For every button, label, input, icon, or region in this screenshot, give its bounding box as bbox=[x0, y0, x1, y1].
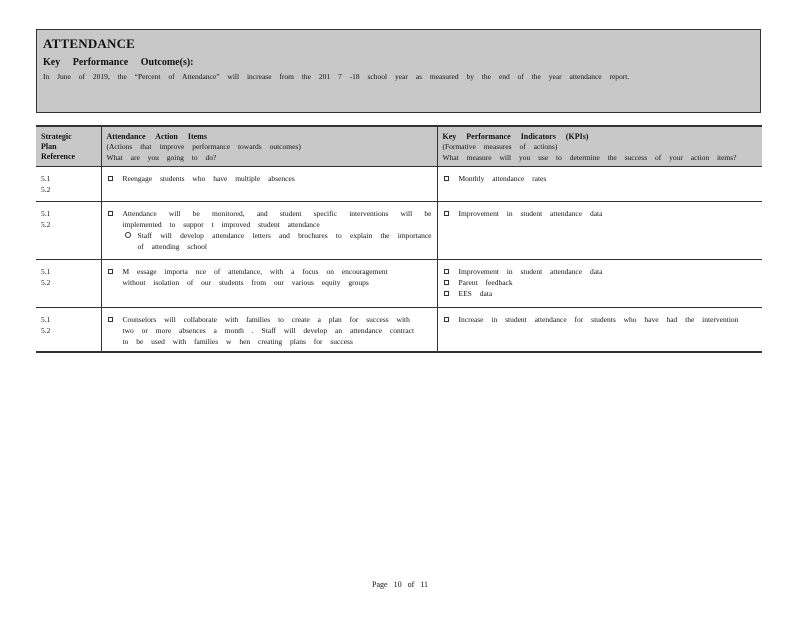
attendance-header-box bbox=[36, 29, 761, 113]
ref-cell bbox=[36, 167, 101, 202]
action-text: Reengage students who have multiple absences bbox=[122, 174, 295, 183]
ref-number: 5.1 bbox=[41, 267, 51, 276]
square-bullet-icon bbox=[444, 269, 449, 274]
ref-cell bbox=[36, 202, 101, 260]
action-cell bbox=[101, 260, 437, 308]
action-cell bbox=[101, 167, 437, 202]
page-number: Page 10 of 11 bbox=[372, 580, 428, 589]
square-bullet-icon bbox=[108, 317, 113, 322]
ref-number: 5.2 bbox=[41, 326, 51, 335]
square-bullet-icon bbox=[108, 176, 113, 181]
square-bullet-icon bbox=[444, 211, 449, 216]
square-bullet-icon bbox=[444, 291, 449, 296]
action-text: Attendance will be monitored, and student specific interventions will be implemented to suppor t improved student attendance bbox=[122, 209, 432, 229]
square-bullet-icon bbox=[444, 176, 449, 181]
sub-action-text: Staff will develop attendance letters and brochures to explain the importance of attending school bbox=[137, 231, 432, 251]
col1-header-text: Strategic Plan Reference bbox=[41, 132, 76, 161]
outcome-label: Key Performance Outcome(s): bbox=[43, 57, 194, 68]
ref-number: 5.2 bbox=[41, 278, 51, 287]
col-kpis bbox=[437, 126, 762, 167]
kpi-cell bbox=[437, 308, 762, 353]
kpi-text: Monthly attendance rates bbox=[458, 174, 547, 183]
ref-cell bbox=[36, 260, 101, 308]
square-bullet-icon bbox=[444, 280, 449, 285]
ref-number: 5.2 bbox=[41, 185, 51, 194]
action-text: Counselors will collaborate with families to create a plan for success with two or more absences a month . Staff will develop an attendance contract to be used with families w hen creating plans for success bbox=[122, 315, 415, 346]
col2-header-title: Attendance Action Items bbox=[106, 132, 207, 141]
kpi-text: Improvement in student attendance data bbox=[458, 209, 603, 218]
col2-header-question: What are you going to do? bbox=[106, 153, 217, 162]
table-row bbox=[36, 202, 762, 260]
kpi-text: EES data bbox=[458, 289, 493, 298]
kpi-cell bbox=[437, 202, 762, 260]
ref-number: 5.1 bbox=[41, 209, 51, 218]
kpi-text: Parent feedback bbox=[458, 278, 513, 287]
outcome-text: In June of 2019, the “Percent of Attendance” will increase from the 201 7 -18 school year as measured by the end of the year attendance report. bbox=[43, 72, 630, 81]
table-header-row bbox=[36, 126, 762, 167]
table-row bbox=[36, 167, 762, 202]
table-row bbox=[36, 260, 762, 308]
kpi-cell bbox=[437, 260, 762, 308]
col3-header-title: Key Performance Indicators (KPIs) bbox=[442, 132, 589, 141]
action-cell bbox=[101, 202, 437, 260]
circle-bullet-icon bbox=[125, 232, 131, 238]
action-cell bbox=[101, 308, 437, 353]
col3-header-question: What measure will you use to determine the success of your action items? bbox=[442, 153, 737, 162]
action-plan-table bbox=[36, 125, 762, 353]
col3-header-desc: (Formative measures of actions) bbox=[442, 142, 558, 151]
square-bullet-icon bbox=[444, 317, 449, 322]
ref-number: 5.1 bbox=[41, 315, 51, 324]
ref-number: 5.2 bbox=[41, 220, 51, 229]
table-row bbox=[36, 308, 762, 353]
section-title: ATTENDANCE bbox=[43, 36, 136, 51]
action-text: M essage importa nce of attendance, with a focus on encouragement without isolation of our students from our various equity groups bbox=[122, 267, 388, 287]
kpi-cell bbox=[437, 167, 762, 202]
ref-number: 5.1 bbox=[41, 174, 51, 183]
kpi-text: Increase in student attendance for students who have had the intervention bbox=[458, 315, 739, 324]
square-bullet-icon bbox=[108, 269, 113, 274]
kpi-text: Improvement in student attendance data bbox=[458, 267, 603, 276]
col2-header-desc: (Actions that improve performance towards outcomes) bbox=[106, 142, 301, 151]
ref-cell bbox=[36, 308, 101, 353]
square-bullet-icon bbox=[108, 211, 113, 216]
col-strategic-plan-reference bbox=[36, 126, 101, 167]
col-action-items bbox=[101, 126, 437, 167]
